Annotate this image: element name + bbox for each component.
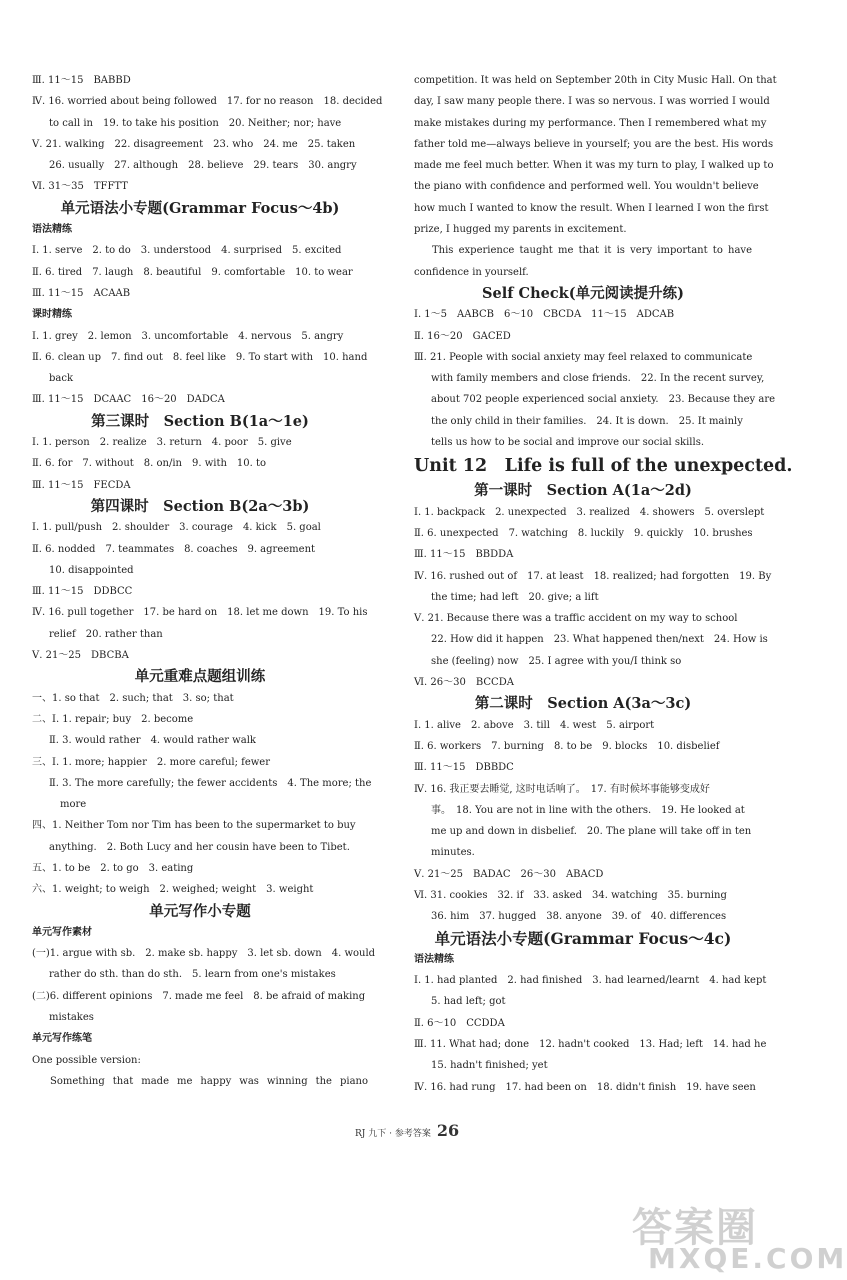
answer-line: 15. hadn't finished; yet <box>431 1060 548 1072</box>
section-heading: 第四课时 Section B(2a～3b) <box>90 497 310 515</box>
answer-line: made me feel much better. When it was my turn to play, I walked up to <box>414 160 774 172</box>
answer-line: Ⅲ. 11～15 FECDA <box>32 479 131 491</box>
section-heading: 第三课时 Section B(1a～1e) <box>91 412 309 430</box>
answer-line: 五、1. to be 2. to go 3. eating <box>32 862 194 874</box>
answer-line: 10. disappointed <box>49 564 134 576</box>
answer-line: Ⅴ. 21. Because there was a traffic accident on my way to school <box>414 613 738 625</box>
subsection-heading: 语法精练 <box>32 224 72 236</box>
answer-line: Ⅴ. 21. walking 22. disagreement 23. who 24. me 25. taken <box>32 138 356 150</box>
answer-line: 5. had left; got <box>431 996 506 1008</box>
answer-line: Ⅱ. 6. for 7. without 8. on/in 9. with 10. to <box>32 458 267 470</box>
answer-line: Ⅰ. 1. grey 2. lemon 3. uncomfortable 4. nervous 5. angry <box>32 330 344 342</box>
subsection-heading: 单元写作练笔 <box>32 1033 92 1045</box>
answer-line: Ⅰ. 1. person 2. realize 3. return 4. poor 5. give <box>32 437 292 449</box>
answer-line: about 702 people experienced social anxiety. 23. Because they are <box>431 394 776 406</box>
answer-line: 事。 18. You are not in line with the others. 19. He looked at <box>431 804 745 816</box>
answer-line: 四、1. Neither Tom nor Tim has been to the supermarket to buy <box>32 820 356 832</box>
answer-line: competition. It was held on September 20th in City Music Hall. On that <box>414 75 777 86</box>
answer-line: rather do sth. than do sth. 5. learn from one's mistakes <box>49 969 336 981</box>
section-heading: 单元重难点题组训练 <box>134 668 266 686</box>
subsection-heading: 课时精练 <box>32 309 72 321</box>
watermark-logo <box>628 1196 847 1275</box>
answer-line: Ⅴ. 21～25 DBCBA <box>32 650 129 662</box>
answer-line: 六、1. weight; to weigh 2. weighed; weight 3. weight <box>32 884 314 896</box>
section-heading: 单元写作小专题 <box>149 902 251 920</box>
section-heading: 第一课时 Section A(1a～2d) <box>474 482 692 500</box>
answer-line: 26. usually 27. although 28. believe 29. tears 30. angry <box>49 160 357 172</box>
answer-line: the time; had left 20. give; a lift <box>431 591 599 603</box>
answer-line: Ⅱ. 6. tired 7. laugh 8. beautiful 9. comfortable 10. to wear <box>32 266 353 278</box>
answer-line: Ⅱ. 6. clean up 7. find out 8. feel like 9. To start with 10. hand <box>32 351 368 363</box>
watermark-line2: MXQE.COM <box>648 1242 847 1275</box>
answer-line: Ⅲ. 11～15 BABBD <box>32 75 131 86</box>
answer-line: Ⅲ. 11～15 BBDDA <box>414 549 514 561</box>
left-column <box>32 70 383 1092</box>
answer-line: Ⅵ. 26～30 BCCDA <box>414 677 514 689</box>
answer-line: anything. 2. Both Lucy and her cousin have been to Tibet. <box>49 841 350 853</box>
answer-line: 二、Ⅰ. 1. repair; buy 2. become <box>32 713 194 725</box>
answer-line: day, I saw many people there. I was so nervous. I was worried I would <box>414 96 770 108</box>
answer-line: Ⅲ. 11～15 DCAAC 16～20 DADCA <box>32 394 225 406</box>
answer-line: Ⅱ. 6. unexpected 7. watching 8. luckily 9. quickly 10. brushes <box>414 527 753 539</box>
answer-line: Ⅲ. 11～15 DDBCC <box>32 586 133 598</box>
answer-line: how much I wanted to know the result. When I learned I won the first <box>414 202 769 214</box>
answer-line: Ⅲ. 11～15 ACAAB <box>32 287 131 299</box>
answer-line: the only child in their families. 24. It is down. 25. It mainly <box>431 415 743 427</box>
answer-line: make mistakes during my performance. Then I remembered what my <box>414 117 767 129</box>
answer-line: Ⅳ. 16. pull together 17. be hard on 18. let me down 19. To his <box>32 607 368 619</box>
page-footer <box>355 1121 459 1140</box>
answer-line: back <box>49 373 74 385</box>
answer-line: (二)6. different opinions 7. made me feel 8. be afraid of making <box>32 990 366 1002</box>
answer-line: Ⅱ. 3. would rather 4. would rather walk <box>49 735 256 747</box>
page-number: 26 <box>436 1121 460 1140</box>
answer-line: Ⅲ. 11. What had; done 12. hadn't cooked 13. Had; left 14. had he <box>414 1039 767 1051</box>
answer-line: confidence in yourself. <box>414 266 529 278</box>
answer-line: Ⅱ. 6～10 CCDDA <box>414 1017 505 1029</box>
answer-line: Ⅰ. 1. had planted 2. had finished 3. had learned/learnt 4. had kept <box>414 975 767 987</box>
section-heading: 单元语法小专题(Grammar Focus～4c) <box>434 928 732 948</box>
unit-title: Unit 12 Life is full of the unexpected. <box>414 456 793 477</box>
answer-line: 一、1. so that 2. such; that 3. so; that <box>32 692 234 704</box>
answer-line: Ⅱ. 6. nodded 7. teammates 8. coaches 9. agreement <box>32 543 316 555</box>
answer-line: Ⅳ. 16. rushed out of 17. at least 18. realized; had forgotten 19. By <box>414 570 772 582</box>
section-heading: Self Check(单元阅读提升练) <box>482 284 684 302</box>
answer-line: Ⅵ. 31. cookies 32. if 33. asked 34. watching 35. burning <box>414 889 727 901</box>
subsection-heading: 单元写作素材 <box>32 926 92 938</box>
answer-line: 22. How did it happen 23. What happened then/next 24. How is <box>431 634 768 646</box>
answer-line: she (feeling) now 25. I agree with you/I think so <box>431 655 682 667</box>
answer-line: Ⅰ. 1. serve 2. to do 3. understood 4. surprised 5. excited <box>32 245 342 257</box>
section-heading: 第二课时 Section A(3a～3c) <box>474 695 692 713</box>
answer-line: This experience taught me that it is very important to have <box>432 245 752 257</box>
answer-line: (一)1. argue with sb. 2. make sb. happy 3. let sb. down 4. would <box>32 948 376 960</box>
answer-line: relief 20. rather than <box>49 628 163 640</box>
answer-line: to call in 19. to take his position 20. Neither; nor; have <box>49 117 342 129</box>
answer-line: Ⅰ. 1. backpack 2. unexpected 3. realized 4. showers 5. overslept <box>414 506 765 518</box>
watermark-line1: 答案圈 <box>632 1205 758 1251</box>
answer-line: more <box>60 799 87 811</box>
answer-line: Ⅰ. 1～5 AABCB 6～10 CBCDA 11～15 ADCAB <box>414 309 675 321</box>
answer-line: Ⅵ. 31～35 TFFTT <box>32 181 128 193</box>
answer-line: 36. him 37. hugged 38. anyone 39. of 40. differences <box>431 911 727 923</box>
answer-line: father told me—always believe in yourself; you are the best. His words <box>414 138 774 150</box>
answer-line: Something that made me happy was winning the piano <box>50 1075 368 1087</box>
footer-label: RJ 九下 · 参考答案 <box>355 1129 431 1139</box>
answer-line: tells us how to be social and improve our social skills. <box>431 437 705 449</box>
answer-line: with family members and close friends. 22. In the recent survey, <box>431 373 765 385</box>
subsection-heading: 语法精练 <box>414 953 454 965</box>
answer-line: Ⅳ. 16. had rung 17. had been on 18. didn't finish 19. have seen <box>414 1081 756 1093</box>
right-column <box>414 70 793 1098</box>
answer-line: prize, I hugged my parents in excitement. <box>414 224 627 236</box>
answer-line: Ⅰ. 1. alive 2. above 3. till 4. west 5. airport <box>414 719 655 731</box>
answer-line: Ⅱ. 16～20 GACED <box>414 330 511 342</box>
answer-line: Ⅱ. 3. The more carefully; the fewer accidents 4. The more; the <box>49 777 372 789</box>
answer-line: the piano with confidence and performed well. You wouldn't believe <box>414 181 759 193</box>
answer-line: Ⅲ. 11～15 DBBDC <box>414 762 514 774</box>
answer-line: Ⅳ. 16. worried about being followed 17. for no reason 18. decided <box>32 96 383 108</box>
answer-line: 三、Ⅰ. 1. more; happier 2. more careful; fewer <box>32 756 271 768</box>
answer-line: Ⅲ. 21. People with social anxiety may feel relaxed to communicate <box>414 351 753 363</box>
answer-line: Ⅳ. 16. 我正要去睡觉, 这时电话响了。 17. 有时候坏事能够变成好 <box>414 783 710 795</box>
answer-line: Ⅰ. 1. pull/push 2. shoulder 3. courage 4. kick 5. goal <box>32 522 321 534</box>
answer-line: One possible version: <box>32 1054 141 1066</box>
answer-line: Ⅴ. 21～25 BADAC 26～30 ABACD <box>414 868 604 880</box>
answer-line: mistakes <box>49 1012 94 1024</box>
answer-line: me up and down in disbelief. 20. The plane will take off in ten <box>431 826 752 838</box>
section-heading: 单元语法小专题(Grammar Focus～4b) <box>60 199 340 217</box>
answer-line: Ⅱ. 6. workers 7. burning 8. to be 9. blocks 10. disbelief <box>414 740 720 752</box>
answer-line: minutes. <box>431 847 475 859</box>
